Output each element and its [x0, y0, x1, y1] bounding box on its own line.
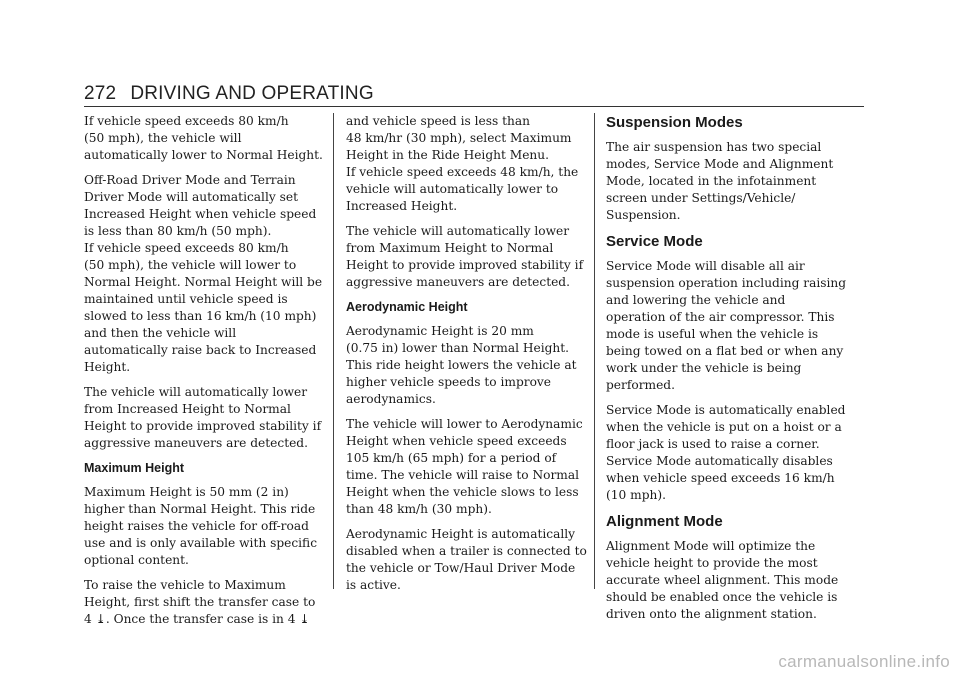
- text-line: Aerodynamic Height is automatically: [346, 527, 576, 541]
- text-line: vehicle height to provide the most: [606, 556, 818, 570]
- text-line: maintained until vehicle speed is: [84, 292, 288, 306]
- text-line: accurate wheel alignment. This mode: [606, 573, 839, 587]
- text-line: To raise the vehicle to Maximum: [84, 578, 286, 592]
- text-line: and then the vehicle will: [84, 326, 237, 340]
- page-number: 272: [84, 83, 117, 104]
- column-3: [606, 113, 864, 631]
- text-line: Height, first shift the transfer case to: [84, 595, 316, 609]
- text-line: the vehicle or Tow/Haul Driver Mode: [346, 561, 576, 575]
- paragraph: [84, 484, 328, 569]
- text-line: The vehicle will automatically lower: [346, 224, 570, 238]
- text-line: Driver Mode will automatically set: [84, 190, 298, 204]
- text-line: screen under Settings/Vehicle/: [606, 191, 796, 205]
- paragraph: [84, 384, 328, 452]
- text-line: than 48 km/h (30 mph).: [346, 502, 492, 516]
- paragraph: [84, 577, 328, 628]
- text-line: Height.: [84, 360, 131, 374]
- text-line: is less than 80 km/h (50 mph).: [84, 224, 272, 238]
- text-line: disabled when a trailer is connected to: [346, 544, 587, 558]
- paragraph: [606, 402, 864, 504]
- text-line: Maximum Height is 50 mm (2 in): [84, 485, 289, 499]
- paragraph: [346, 526, 586, 594]
- text-line: higher vehicle speeds to improve: [346, 375, 552, 389]
- text-line: performed.: [606, 378, 675, 392]
- text-line: work under the vehicle is being: [606, 361, 802, 375]
- section-heading: Suspension Modes: [606, 114, 743, 131]
- text-line: slowed to less than 16 km/h (10 mph): [84, 309, 317, 323]
- text-line: automatically raise back to Increased: [84, 343, 317, 357]
- text-line: Off-Road Driver Mode and Terrain: [84, 173, 296, 187]
- text-line: Height when the vehicle slows to less: [346, 485, 579, 499]
- text-line: when vehicle speed exceeds 16 km/h: [606, 471, 835, 485]
- column-divider-1: [333, 113, 334, 589]
- text-line: and lowering the vehicle and: [606, 293, 786, 307]
- text-line: Suspension.: [606, 208, 681, 222]
- text-line: operation of the air compressor. This: [606, 310, 835, 324]
- text-line: Normal Height. Normal Height will be: [84, 275, 323, 289]
- text-line: Service Mode will disable all air: [606, 259, 805, 273]
- text-line: Service Mode is automatically enabled: [606, 403, 846, 417]
- section-title: DRIVING AND OPERATING: [130, 83, 374, 104]
- text-line: 4 ⤓. Once the transfer case is in 4 ⤓: [84, 612, 310, 626]
- paragraph: [346, 416, 586, 518]
- text-line: suspension operation including raising: [606, 276, 847, 290]
- subheading: Aerodynamic Height: [346, 300, 468, 314]
- text-line: (0.75 in) lower than Normal Height.: [346, 341, 570, 355]
- column-1: [84, 113, 328, 636]
- page-header: [84, 83, 374, 105]
- text-line: (50 mph), the vehicle will lower to: [84, 258, 297, 272]
- text-line: from Increased Height to Normal: [84, 402, 291, 416]
- text-line: use and is only available with specific: [84, 536, 318, 550]
- text-line: The vehicle will lower to Aerodynamic: [346, 417, 583, 431]
- text-line: Service Mode automatically disables: [606, 454, 833, 468]
- text-line: Alignment Mode will optimize the: [606, 539, 816, 553]
- text-line: This ride height lowers the vehicle at: [346, 358, 577, 372]
- text-line: 105 km/h (65 mph) for a period of: [346, 451, 557, 465]
- column-divider-2: [594, 113, 595, 589]
- column-2: [346, 113, 586, 602]
- text-line: Height in the Ride Height Menu.: [346, 148, 550, 162]
- text-line: time. The vehicle will raise to Normal: [346, 468, 580, 482]
- paragraph: [606, 538, 864, 623]
- text-line: modes, Service Mode and Alignment: [606, 157, 834, 171]
- text-line: height raises the vehicle for off-road: [84, 519, 309, 533]
- text-line: Increased Height.: [346, 199, 458, 213]
- text-line: aggressive maneuvers are detected.: [84, 436, 308, 450]
- subheading: Maximum Height: [84, 461, 185, 475]
- paragraph: [346, 223, 586, 291]
- text-line: Height to provide improved stability if: [346, 258, 584, 272]
- paragraph: [346, 323, 586, 408]
- text-line: from Maximum Height to Normal: [346, 241, 554, 255]
- text-line: Mode, located in the infotainment: [606, 174, 817, 188]
- text-line: being towed on a flat bed or when any: [606, 344, 844, 358]
- text-line: optional content.: [84, 553, 189, 567]
- text-line: aerodynamics.: [346, 392, 436, 406]
- text-line: is active.: [346, 578, 401, 592]
- text-line: If vehicle speed exceeds 80 km/h: [84, 241, 289, 255]
- paragraph: [84, 113, 328, 164]
- text-line: If vehicle speed exceeds 48 km/h, the: [346, 165, 579, 179]
- text-line: Increased Height when vehicle speed: [84, 207, 317, 221]
- paragraph: [346, 113, 586, 215]
- text-line: Height when vehicle speed exceeds: [346, 434, 567, 448]
- text-line: when the vehicle is put on a hoist or a: [606, 420, 842, 434]
- text-line: Height to provide improved stability if: [84, 419, 322, 433]
- text-line: If vehicle speed exceeds 80 km/h: [84, 114, 289, 128]
- text-line: Aerodynamic Height is 20 mm: [346, 324, 534, 338]
- text-line: higher than Normal Height. This ride: [84, 502, 316, 516]
- text-line: (10 mph).: [606, 488, 666, 502]
- paragraph: [606, 258, 864, 394]
- section-heading: Alignment Mode: [606, 513, 723, 530]
- paragraph: [606, 139, 864, 224]
- text-line: vehicle will automatically lower to: [346, 182, 559, 196]
- section-heading: Service Mode: [606, 233, 703, 250]
- text-line: aggressive maneuvers are detected.: [346, 275, 570, 289]
- header-rule: [84, 106, 864, 107]
- text-line: should be enabled once the vehicle is: [606, 590, 838, 604]
- text-line: The air suspension has two special: [606, 140, 822, 154]
- text-line: The vehicle will automatically lower: [84, 385, 308, 399]
- text-line: 48 km/hr (30 mph), select Maximum: [346, 131, 572, 145]
- paragraph: [84, 172, 328, 376]
- text-line: automatically lower to Normal Height.: [84, 148, 323, 162]
- text-line: driven onto the alignment station.: [606, 607, 817, 621]
- text-line: floor jack is used to raise a corner.: [606, 437, 820, 451]
- watermark: carmanualsonline.info: [778, 652, 950, 671]
- text-line: and vehicle speed is less than: [346, 114, 530, 128]
- text-line: (50 mph), the vehicle will: [84, 131, 242, 145]
- text-line: mode is useful when the vehicle is: [606, 327, 819, 341]
